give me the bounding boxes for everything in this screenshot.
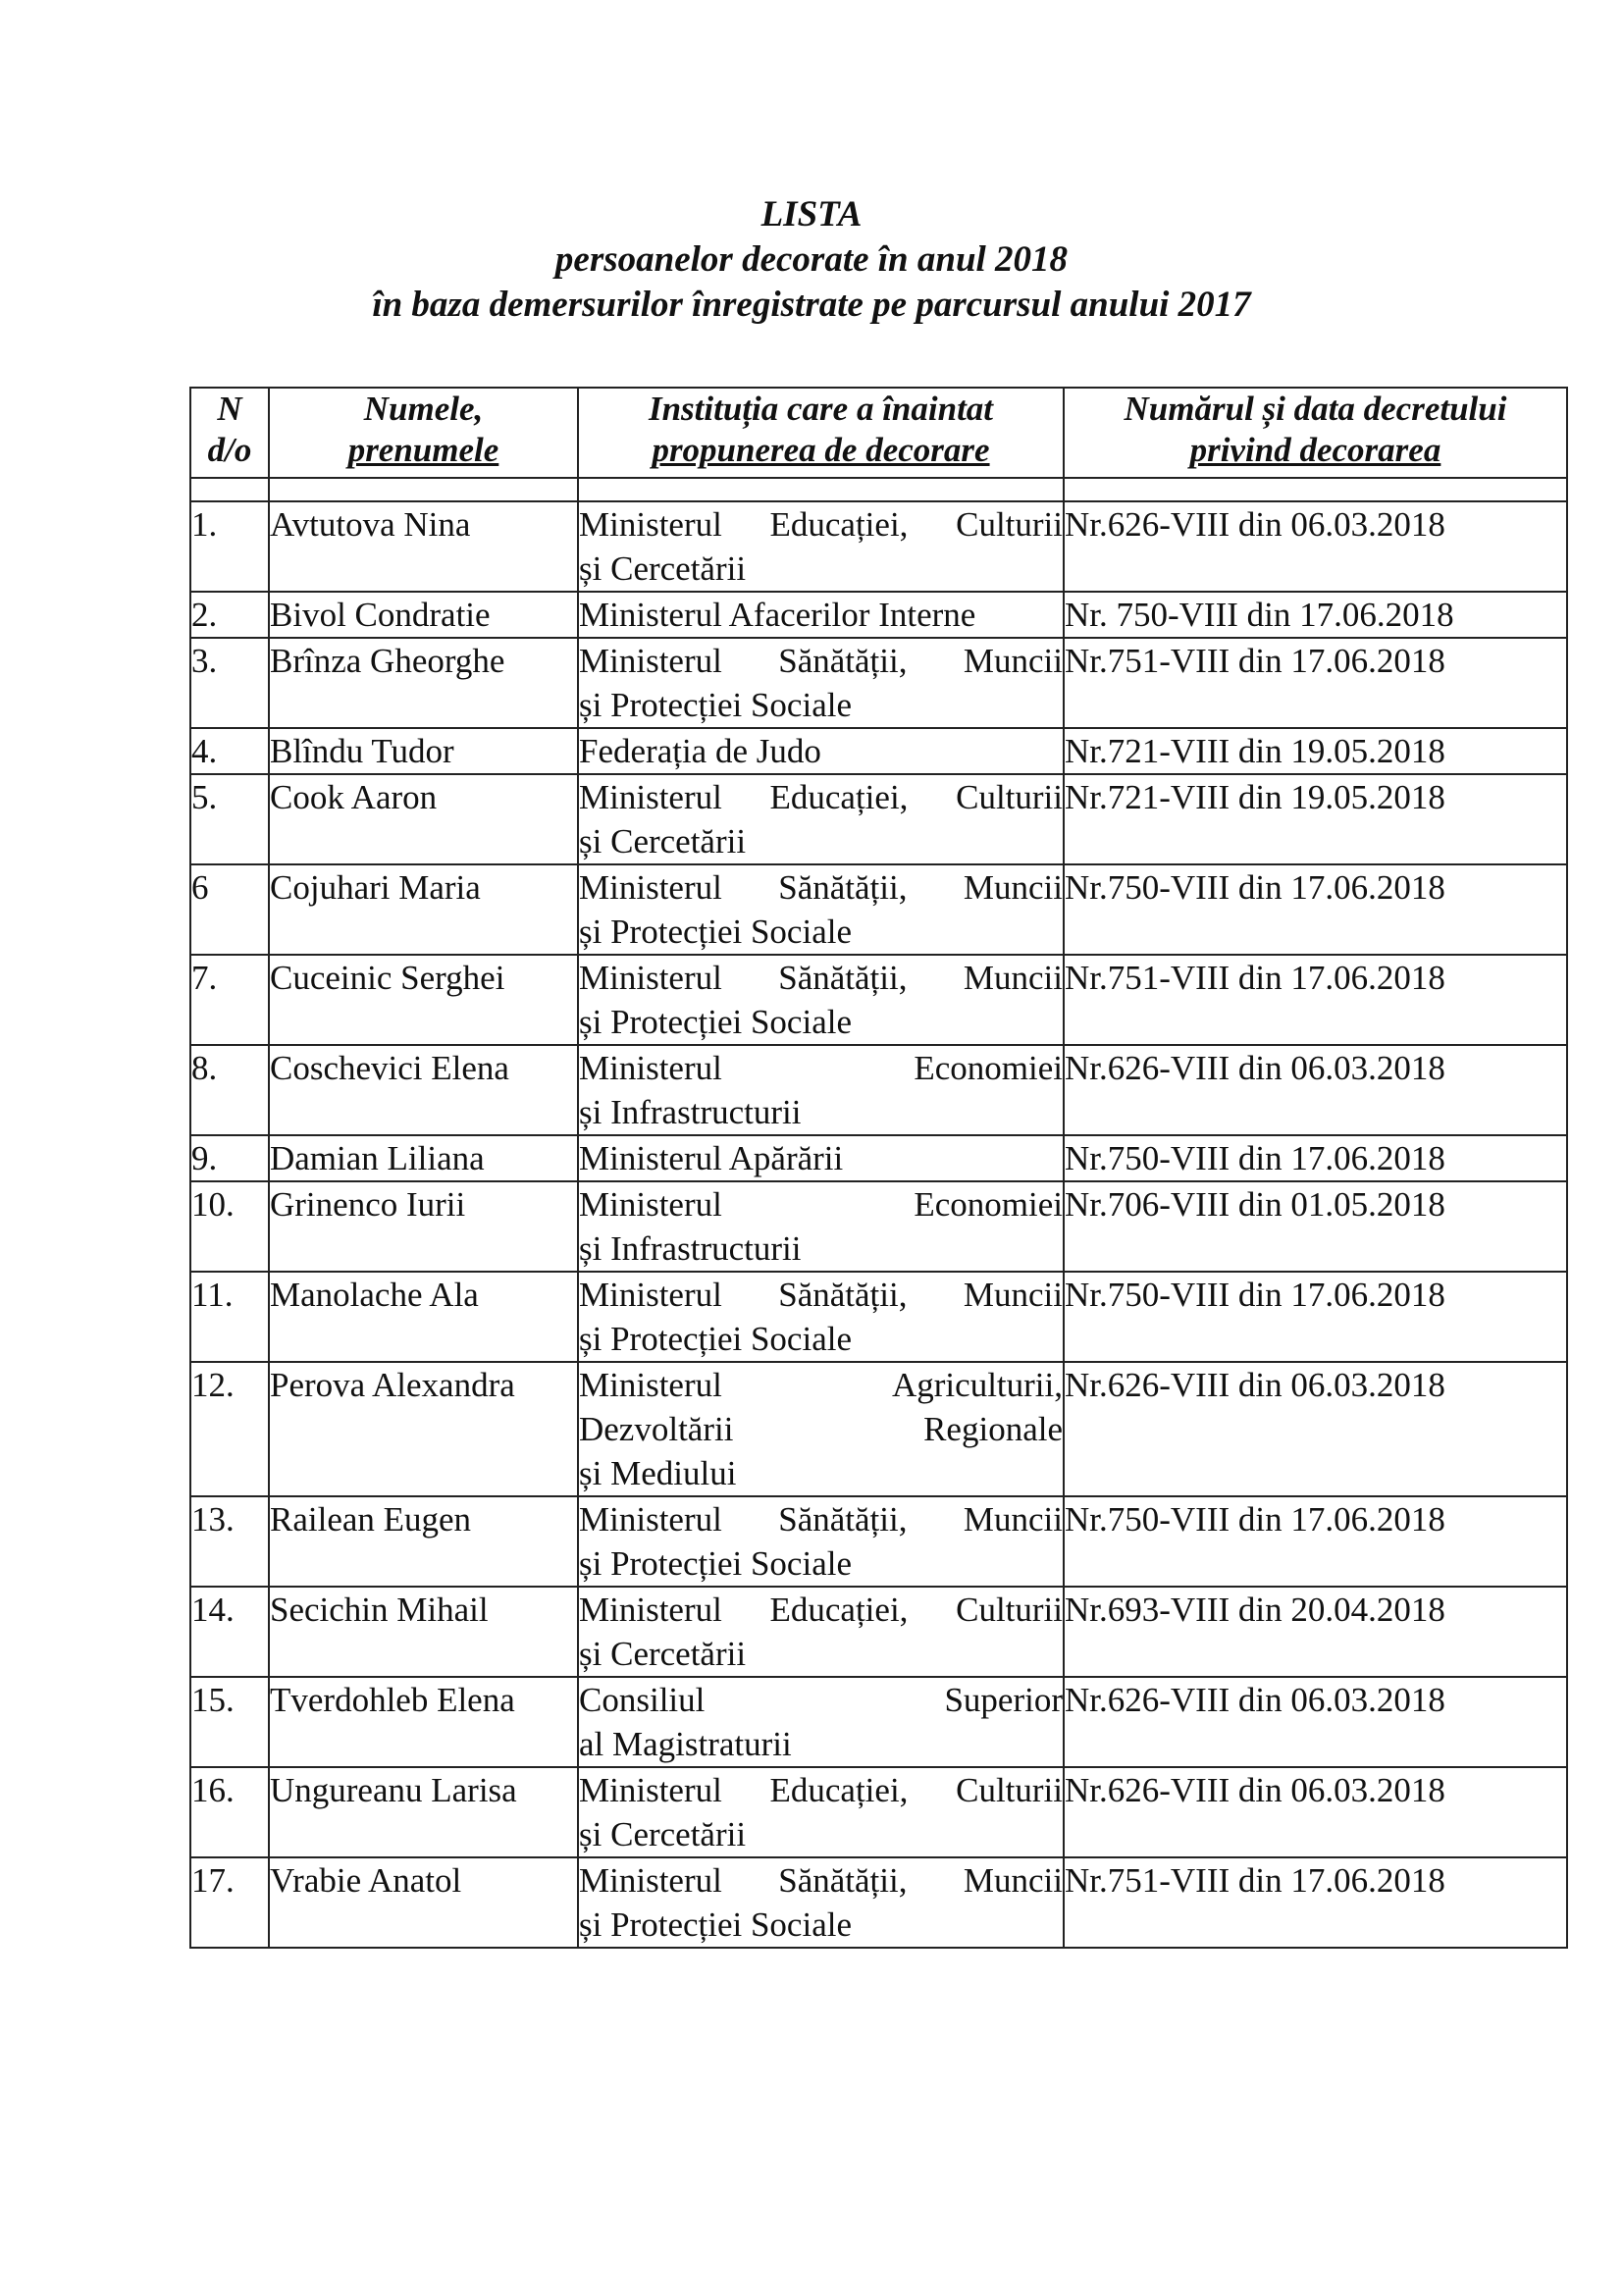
- table-row: [190, 1272, 1567, 1362]
- institution-line: și Infrastructurii: [579, 1229, 802, 1268]
- institution-line: și Protecției Sociale: [579, 1320, 852, 1358]
- table-row: [190, 501, 1567, 592]
- spacer-cell: [190, 478, 269, 501]
- institution-line: și Protecției Sociale: [579, 1003, 852, 1041]
- header-nr-line2: d/o: [207, 431, 252, 469]
- person-name: Perova Alexandra: [269, 1362, 578, 1496]
- spacer-cell: [1064, 478, 1567, 501]
- row-number: 8.: [190, 1045, 269, 1135]
- decree-number-date: Nr.751-VIII din 17.06.2018: [1064, 955, 1567, 1045]
- table-row: [190, 1587, 1567, 1677]
- institution-cell: [578, 592, 1064, 638]
- decree-number-date: Nr.750-VIII din 17.06.2018: [1064, 1135, 1567, 1181]
- table-row: [190, 1767, 1567, 1857]
- institution-line: Ministerul Afacerilor Interne: [579, 596, 976, 634]
- row-number: 3.: [190, 638, 269, 728]
- institution-line: Ministerul Apărării: [579, 1139, 844, 1177]
- institution-cell: [578, 638, 1064, 728]
- institution-line: Ministerul Sănătății, Muncii: [579, 1861, 1063, 1900]
- decree-number-date: Nr.706-VIII din 01.05.2018: [1064, 1181, 1567, 1272]
- person-name: Blîndu Tudor: [269, 728, 578, 774]
- spacer-cell: [578, 478, 1064, 501]
- institution-cell: [578, 1767, 1064, 1857]
- table-row: [190, 1677, 1567, 1767]
- institution-line: al Magistraturii: [579, 1725, 792, 1763]
- institution-line: Ministerul Economiei: [579, 1185, 1063, 1224]
- row-number: 1.: [190, 501, 269, 592]
- row-number: 15.: [190, 1677, 269, 1767]
- header-nr-line1: N: [217, 390, 242, 428]
- institution-cell: [578, 774, 1064, 864]
- row-number: 5.: [190, 774, 269, 864]
- header-decree-line2: privind decorarea: [1189, 431, 1441, 469]
- title-line-1: LISTA: [760, 194, 863, 235]
- table-row: [190, 955, 1567, 1045]
- row-number: 7.: [190, 955, 269, 1045]
- decree-number-date: Nr.626-VIII din 06.03.2018: [1064, 1677, 1567, 1767]
- row-number: 17.: [190, 1857, 269, 1948]
- header-name-line2: prenumele: [347, 431, 499, 469]
- institution-cell: [578, 1181, 1064, 1272]
- person-name: Tverdohleb Elena: [269, 1677, 578, 1767]
- table-row: [190, 1181, 1567, 1272]
- institution-line: Ministerul Sănătății, Muncii: [579, 1500, 1063, 1539]
- table-row: [190, 774, 1567, 864]
- person-name: Cuceinic Serghei: [269, 955, 578, 1045]
- header-name: [269, 388, 578, 478]
- table-row: [190, 638, 1567, 728]
- row-number: 12.: [190, 1362, 269, 1496]
- row-number: 10.: [190, 1181, 269, 1272]
- institution-cell: [578, 501, 1064, 592]
- row-number: 6: [190, 864, 269, 955]
- row-number: 4.: [190, 728, 269, 774]
- row-number: 13.: [190, 1496, 269, 1587]
- decree-number-date: Nr.626-VIII din 06.03.2018: [1064, 1045, 1567, 1135]
- header-institution: [578, 388, 1064, 478]
- institution-line: Ministerul Agriculturii,: [579, 1366, 1063, 1404]
- header-name-line1: Numele,: [363, 390, 484, 428]
- person-name: Brînza Gheorghe: [269, 638, 578, 728]
- institution-cell: [578, 955, 1064, 1045]
- institution-cell: [578, 1272, 1064, 1362]
- row-number: 11.: [190, 1272, 269, 1362]
- institution-line: Ministerul Economiei: [579, 1049, 1063, 1087]
- institution-line: și Cercetării: [579, 1815, 747, 1853]
- table-row: [190, 1045, 1567, 1135]
- table-spacer-row: [190, 478, 1567, 501]
- person-name: Cojuhari Maria: [269, 864, 578, 955]
- institution-line: Federația de Judo: [579, 732, 821, 770]
- table-row: [190, 1362, 1567, 1496]
- institution-line: și Cercetării: [579, 549, 747, 588]
- decree-number-date: Nr.626-VIII din 06.03.2018: [1064, 501, 1567, 592]
- table-row: [190, 1135, 1567, 1181]
- institution-line: Ministerul Educației, Culturii: [579, 505, 1063, 544]
- institution-line: Ministerul Sănătății, Muncii: [579, 642, 1063, 680]
- institution-line: Ministerul Educației, Culturii: [579, 1591, 1063, 1629]
- institution-cell: [578, 728, 1064, 774]
- decree-number-date: Nr.750-VIII din 17.06.2018: [1064, 1272, 1567, 1362]
- decree-number-date: Nr.626-VIII din 06.03.2018: [1064, 1767, 1567, 1857]
- header-decree: [1064, 388, 1567, 478]
- table-header-row: [190, 388, 1567, 478]
- institution-cell: [578, 1496, 1064, 1587]
- decree-number-date: Nr.693-VIII din 20.04.2018: [1064, 1587, 1567, 1677]
- person-name: Cook Aaron: [269, 774, 578, 864]
- person-name: Coschevici Elena: [269, 1045, 578, 1135]
- decree-number-date: Nr.721-VIII din 19.05.2018: [1064, 728, 1567, 774]
- person-name: Ungureanu Larisa: [269, 1767, 578, 1857]
- person-name: Grinenco Iurii: [269, 1181, 578, 1272]
- decree-number-date: Nr.751-VIII din 17.06.2018: [1064, 1857, 1567, 1948]
- row-number: 2.: [190, 592, 269, 638]
- table-body: [190, 478, 1567, 1948]
- decree-number-date: Nr.750-VIII din 17.06.2018: [1064, 1496, 1567, 1587]
- title-line-3: în baza demersurilor înregistrate pe parcursul anului 2017: [372, 285, 1251, 325]
- institution-cell: [578, 1677, 1064, 1767]
- document-title: [0, 192, 1623, 328]
- table-row: [190, 1496, 1567, 1587]
- institution-line: Ministerul Educației, Culturii: [579, 1771, 1063, 1809]
- institution-line: și Cercetării: [579, 822, 747, 861]
- institution-cell: [578, 1045, 1064, 1135]
- person-name: Damian Liliana: [269, 1135, 578, 1181]
- header-inst-line2: propunerea de decorare: [652, 431, 990, 469]
- table-row: [190, 1857, 1567, 1948]
- institution-line: și Protecției Sociale: [579, 686, 852, 724]
- institution-line: și Protecției Sociale: [579, 913, 852, 951]
- decree-number-date: Nr.626-VIII din 06.03.2018: [1064, 1362, 1567, 1496]
- table-row: [190, 728, 1567, 774]
- row-number: 9.: [190, 1135, 269, 1181]
- decree-number-date: Nr.751-VIII din 17.06.2018: [1064, 638, 1567, 728]
- institution-line: Ministerul Sănătății, Muncii: [579, 959, 1063, 997]
- table-row: [190, 864, 1567, 955]
- institution-cell: [578, 864, 1064, 955]
- institution-cell: [578, 1587, 1064, 1677]
- title-line-2: persoanelor decorate în anul 2018: [554, 239, 1069, 280]
- person-name: Avtutova Nina: [269, 501, 578, 592]
- institution-line: Dezvoltării Regionale: [579, 1410, 1063, 1448]
- spacer-cell: [269, 478, 578, 501]
- row-number: 16.: [190, 1767, 269, 1857]
- institution-cell: [578, 1362, 1064, 1496]
- header-nr: [190, 388, 269, 478]
- institution-line: Ministerul Sănătății, Muncii: [579, 868, 1063, 907]
- institution-line: și Infrastructurii: [579, 1093, 802, 1131]
- institution-line: Ministerul Educației, Culturii: [579, 778, 1063, 816]
- decree-number-date: Nr. 750-VIII din 17.06.2018: [1064, 592, 1567, 638]
- person-name: Vrabie Anatol: [269, 1857, 578, 1948]
- institution-line: și Protecției Sociale: [579, 1544, 852, 1583]
- person-name: Bivol Condratie: [269, 592, 578, 638]
- institution-line: Consiliul Superior: [579, 1681, 1063, 1719]
- person-name: Secichin Mihail: [269, 1587, 578, 1677]
- decree-number-date: Nr.721-VIII din 19.05.2018: [1064, 774, 1567, 864]
- header-decree-line1: Numărul și data decretului: [1124, 390, 1507, 428]
- person-name: Manolache Ala: [269, 1272, 578, 1362]
- institution-cell: [578, 1135, 1064, 1181]
- institution-cell: [578, 1857, 1064, 1948]
- institution-line: și Cercetării: [579, 1635, 747, 1673]
- institution-line: și Protecției Sociale: [579, 1905, 852, 1944]
- institution-line: Ministerul Sănătății, Muncii: [579, 1276, 1063, 1314]
- table-row: [190, 592, 1567, 638]
- header-inst-line1: Instituția care a înaintat: [648, 390, 994, 428]
- row-number: 14.: [190, 1587, 269, 1677]
- institution-line: și Mediului: [579, 1454, 737, 1492]
- decree-number-date: Nr.750-VIII din 17.06.2018: [1064, 864, 1567, 955]
- decorations-table: [189, 387, 1568, 1949]
- person-name: Railean Eugen: [269, 1496, 578, 1587]
